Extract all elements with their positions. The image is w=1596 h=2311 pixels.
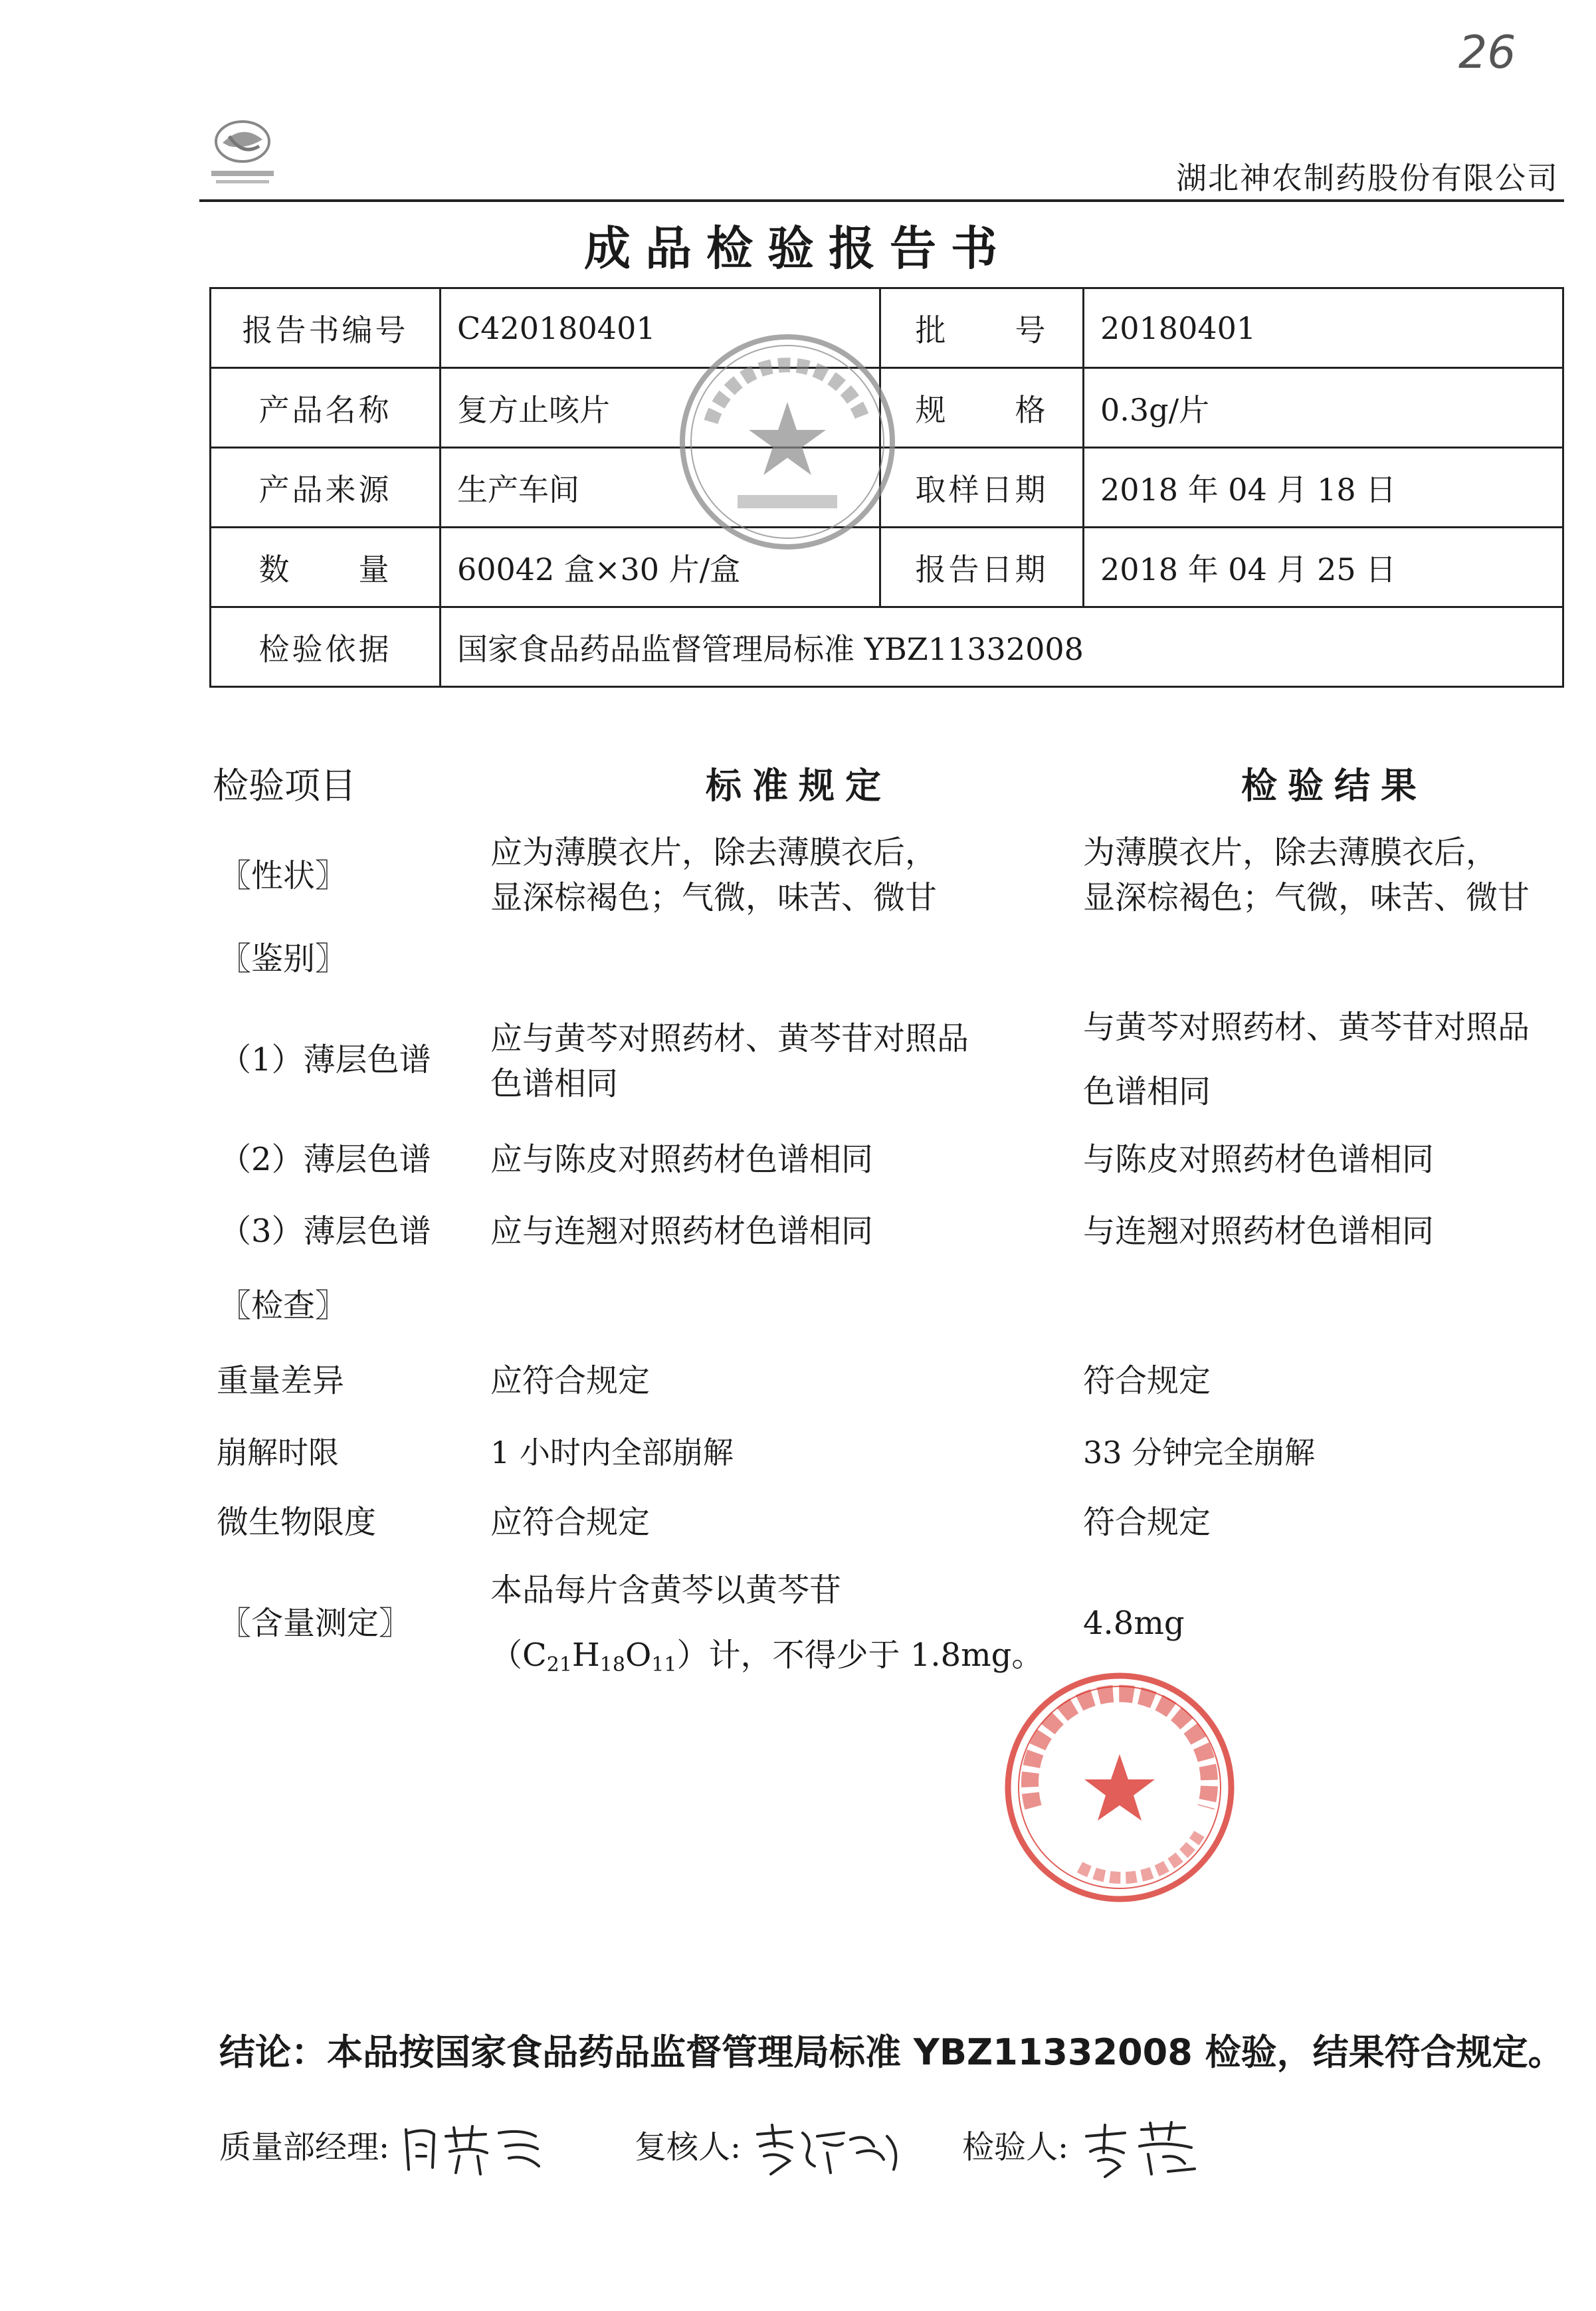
character-result-line1: 为薄膜衣片，除去薄膜衣后， — [1083, 834, 1498, 871]
company-logo — [199, 110, 286, 189]
formula-o: O — [625, 1637, 652, 1674]
document-title: 成品检验报告书 — [584, 221, 1012, 276]
tlc2-standard: 应与陈皮对照药材色谱相同 — [490, 1141, 874, 1178]
report-no-label: 报告书编号 — [211, 288, 441, 368]
tlc3-result: 与连翘对照药材色谱相同 — [1083, 1213, 1435, 1250]
formula-sub-c: 21 — [546, 1653, 572, 1676]
tlc1-standard-line1: 应与黄芩对照药材、黄芩苷对照品 — [490, 1020, 969, 1057]
tlc1-label: （1）薄层色谱 — [219, 1041, 431, 1078]
formula-sub-h: 18 — [599, 1653, 625, 1676]
company-name: 湖北神农制药股份有限公司 — [1176, 160, 1559, 196]
tlc2-label: （2）薄层色谱 — [219, 1141, 431, 1178]
spec-label: 规 格 — [880, 368, 1084, 448]
source-label: 产品来源 — [211, 448, 441, 528]
quantity-label: 数 量 — [211, 528, 441, 607]
report-date-label: 报告日期 — [880, 528, 1084, 607]
microbial-limit-standard: 应符合规定 — [490, 1504, 650, 1541]
table-row — [211, 368, 1563, 448]
reviewer-signature — [635, 2120, 910, 2179]
qa-manager-handwritten-signature — [399, 2120, 546, 2179]
header-divider — [199, 199, 1564, 202]
tlc2-result: 与陈皮对照药材色谱相同 — [1083, 1141, 1435, 1178]
tlc3-standard: 应与连翘对照药材色谱相同 — [490, 1213, 874, 1250]
assay-standard-line2 — [490, 1633, 1043, 1687]
assay-result: 4.8mg — [1083, 1605, 1185, 1642]
assay-label: 〖含量测定〗 — [219, 1605, 411, 1642]
qa-manager-signature — [219, 2120, 546, 2179]
tlc1-result-line1: 与黄芩对照药材、黄芩苷对照品 — [1083, 1009, 1530, 1046]
character-standard-line2: 显深棕褐色；气微，味苦、微甘 — [490, 879, 938, 916]
company-red-seal-stamp — [1000, 1668, 1239, 1907]
disintegration-result: 33 分钟完全崩解 — [1083, 1435, 1316, 1470]
inspector-label: 检验人: — [962, 2128, 1069, 2166]
sampling-date-value: 2018 年 04 月 18 日 — [1084, 448, 1563, 528]
report-date-value: 2018 年 04 月 25 日 — [1084, 528, 1563, 607]
batch-value: 20180401 — [1084, 288, 1563, 368]
formula-open: （C — [490, 1637, 547, 1674]
basis-value: 国家食品药品监督管理局标准 YBZ11332008 — [441, 607, 1563, 687]
source-value: 生产车间 — [441, 448, 880, 528]
disintegration-label: 崩解时限 — [217, 1435, 339, 1470]
sampling-date-label: 取样日期 — [880, 448, 1084, 528]
microbial-limit-label: 微生物限度 — [217, 1504, 377, 1541]
tlc3-label: （3）薄层色谱 — [219, 1213, 431, 1250]
inspector-signature — [962, 2120, 1211, 2179]
formula-h: H — [571, 1637, 600, 1674]
qa-manager-label: 质量部经理: — [219, 2128, 390, 2166]
batch-label: 批 号 — [880, 288, 1084, 368]
page-number-mark: 26 — [1458, 27, 1516, 79]
spec-value: 0.3g/片 — [1084, 368, 1563, 448]
table-row — [211, 288, 1563, 368]
formula-sub-o: 11 — [651, 1653, 677, 1676]
character-standard-line1: 应为薄膜衣片，除去薄膜衣后， — [490, 834, 938, 871]
inspection-label: 〖检查〗 — [219, 1287, 348, 1324]
tlc1-result-line2: 色谱相同 — [1083, 1073, 1211, 1110]
table-row — [211, 528, 1563, 607]
disintegration-standard: 1 小时内全部崩解 — [490, 1435, 734, 1470]
weight-variation-label: 重量差异 — [217, 1362, 345, 1399]
conclusion-text: 结论：本品按国家食品药品监督管理局标准 YBZ11332008 检验，结果符合规定。 — [219, 2031, 1564, 2073]
assay-standard-line1: 本品每片含黄芩以黄芩苷 — [490, 1571, 842, 1609]
reviewer-label: 复核人: — [635, 2128, 742, 2166]
standard-column-header: 标准规定 — [706, 764, 892, 807]
inspector-handwritten-signature — [1078, 2120, 1211, 2179]
product-label: 产品名称 — [211, 368, 441, 448]
identification-label: 〖鉴别〗 — [219, 940, 348, 977]
table-row — [211, 607, 1563, 687]
tlc1-standard-line2: 色谱相同 — [490, 1065, 619, 1102]
result-column-header: 检验结果 — [1241, 764, 1427, 807]
basis-label: 检验依据 — [211, 607, 441, 687]
character-label: 〖性状〗 — [219, 857, 348, 894]
report-no-value: C420180401 — [441, 288, 880, 368]
product-value: 复方止咳片 — [441, 368, 880, 448]
reviewer-handwritten-signature — [751, 2120, 910, 2179]
formula-rest: ）计，不得少于 1.8mg。 — [676, 1637, 1044, 1674]
quantity-value: 60042 盒×30 片/盒 — [441, 528, 880, 607]
report-info-table — [209, 287, 1564, 688]
microbial-limit-result: 符合规定 — [1083, 1504, 1211, 1541]
character-result-line2: 显深棕褐色；气微，味苦、微甘 — [1083, 879, 1530, 916]
table-row — [211, 448, 1563, 528]
weight-variation-standard: 应符合规定 — [490, 1362, 650, 1399]
item-column-header: 检验项目 — [213, 765, 356, 807]
weight-variation-result: 符合规定 — [1083, 1362, 1211, 1399]
